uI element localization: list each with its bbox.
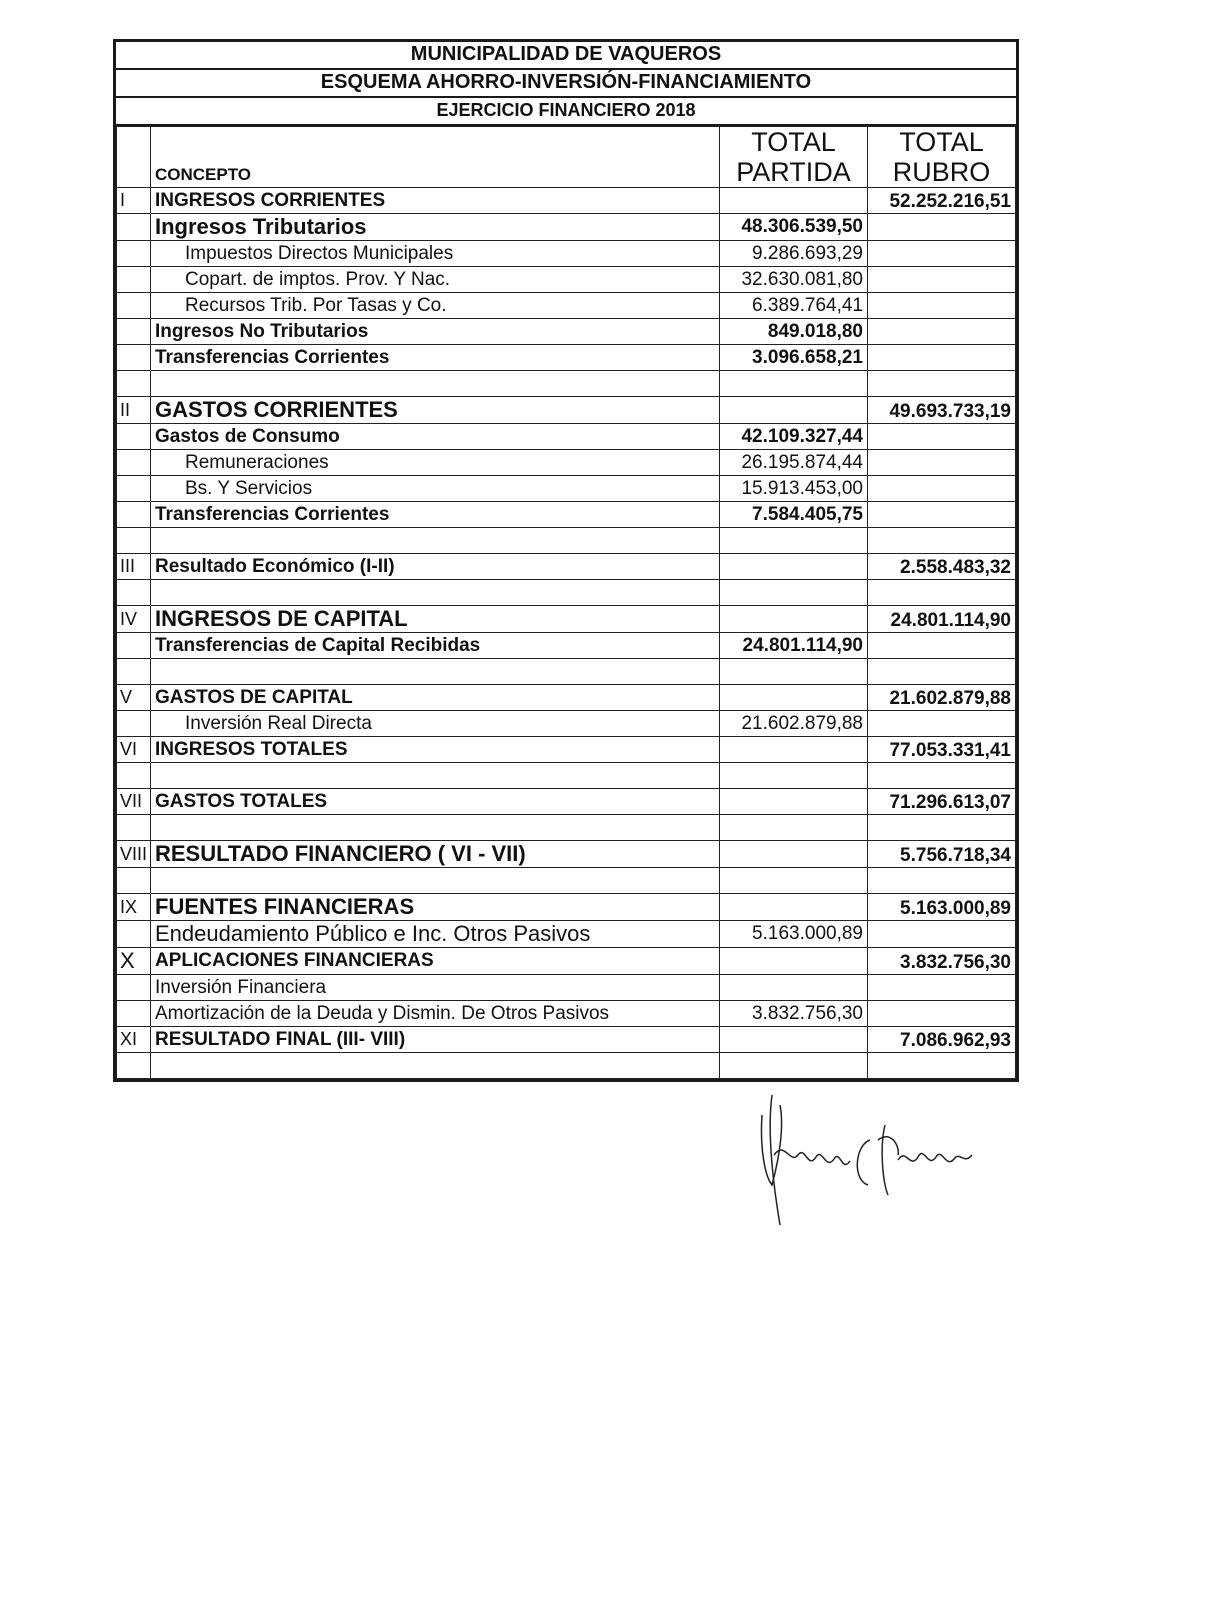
table-cell: [720, 1053, 868, 1079]
table-cell: [868, 868, 1016, 894]
spacer-row: [117, 868, 1016, 894]
row-partida: [720, 894, 868, 921]
table-row: [117, 319, 1016, 345]
header-text: RUBRO: [892, 157, 991, 187]
row-concept: Ingresos Tributarios: [151, 214, 720, 241]
row-numeral: I: [117, 188, 151, 214]
row-rubro: 24.801.114,90: [868, 606, 1016, 633]
budget-table: [116, 126, 1016, 1079]
table-row: [117, 476, 1016, 502]
table-row: [117, 685, 1016, 711]
row-concept: Inversión Financiera: [151, 975, 720, 1001]
row-rubro: [868, 241, 1016, 267]
total-rubro-header: [868, 127, 1016, 188]
row-concept: GASTOS CORRIENTES: [151, 397, 720, 424]
table-row: [117, 424, 1016, 450]
row-numeral: [117, 921, 151, 948]
row-rubro: [868, 214, 1016, 241]
row-concept: FUENTES FINANCIERAS: [151, 894, 720, 921]
table-row: [117, 633, 1016, 659]
row-numeral: X: [117, 948, 151, 975]
table-cell: [868, 763, 1016, 789]
row-partida: 26.195.874,44: [720, 450, 868, 476]
row-rubro: [868, 711, 1016, 737]
row-rubro: [868, 1001, 1016, 1027]
row-numeral: [117, 241, 151, 267]
row-concept: APLICACIONES FINANCIERAS: [151, 948, 720, 975]
municipality-title: MUNICIPALIDAD DE VAQUEROS: [116, 42, 1016, 70]
row-partida: 24.801.114,90: [720, 633, 868, 659]
table-row: [117, 214, 1016, 241]
row-numeral: IV: [117, 606, 151, 633]
row-partida: 9.286.693,29: [720, 241, 868, 267]
row-concept: Copart. de imptos. Prov. Y Nac.: [151, 267, 720, 293]
row-partida: 48.306.539,50: [720, 214, 868, 241]
table-row: [117, 711, 1016, 737]
table-cell: [151, 580, 720, 606]
row-concept: GASTOS TOTALES: [151, 789, 720, 815]
row-numeral: [117, 267, 151, 293]
row-concept: Bs. Y Servicios: [151, 476, 720, 502]
spacer-row: [117, 1053, 1016, 1079]
row-rubro: [868, 921, 1016, 948]
row-concept: Transferencias de Capital Recibidas: [151, 633, 720, 659]
table-row: [117, 502, 1016, 528]
row-partida: 21.602.879,88: [720, 711, 868, 737]
table-cell: [151, 659, 720, 685]
row-numeral: [117, 476, 151, 502]
table-row: [117, 267, 1016, 293]
row-partida: [720, 1027, 868, 1053]
row-rubro: [868, 293, 1016, 319]
row-partida: 5.163.000,89: [720, 921, 868, 948]
header-text: PARTIDA: [736, 157, 851, 187]
table-cell: [720, 868, 868, 894]
row-numeral: [117, 319, 151, 345]
row-numeral: [117, 214, 151, 241]
row-rubro: [868, 975, 1016, 1001]
row-numeral: [117, 450, 151, 476]
row-rubro: [868, 633, 1016, 659]
table-row: [117, 345, 1016, 371]
row-partida: 6.389.764,41: [720, 293, 868, 319]
row-partida: [720, 685, 868, 711]
row-concept: Resultado Económico (I-II): [151, 554, 720, 580]
row-rubro: 2.558.483,32: [868, 554, 1016, 580]
table-cell: [117, 763, 151, 789]
table-cell: [720, 659, 868, 685]
row-partida: 3.832.756,30: [720, 1001, 868, 1027]
row-partida: 7.584.405,75: [720, 502, 868, 528]
row-rubro: [868, 476, 1016, 502]
row-numeral: III: [117, 554, 151, 580]
row-rubro: [868, 319, 1016, 345]
row-concept: Transferencias Corrientes: [151, 502, 720, 528]
row-concept: GASTOS DE CAPITAL: [151, 685, 720, 711]
table-row: [117, 789, 1016, 815]
row-rubro: 21.602.879,88: [868, 685, 1016, 711]
table-cell: [117, 868, 151, 894]
row-numeral: [117, 345, 151, 371]
row-numeral: [117, 633, 151, 659]
row-concept: INGRESOS DE CAPITAL: [151, 606, 720, 633]
row-rubro: [868, 450, 1016, 476]
table-cell: [117, 1053, 151, 1079]
table-row: [117, 921, 1016, 948]
table-row: [117, 975, 1016, 1001]
row-rubro: 5.163.000,89: [868, 894, 1016, 921]
row-numeral: VI: [117, 737, 151, 763]
table-cell: [868, 1053, 1016, 1079]
row-numeral: VII: [117, 789, 151, 815]
spacer-row: [117, 371, 1016, 397]
row-partida: 15.913.453,00: [720, 476, 868, 502]
row-concept: INGRESOS TOTALES: [151, 737, 720, 763]
row-concept: INGRESOS CORRIENTES: [151, 188, 720, 214]
table-cell: [720, 580, 868, 606]
row-partida: [720, 975, 868, 1001]
table-cell: [117, 371, 151, 397]
table-row: [117, 606, 1016, 633]
spacer-row: [117, 815, 1016, 841]
row-concept: Recursos Trib. Por Tasas y Co.: [151, 293, 720, 319]
table-cell: [117, 528, 151, 554]
row-numeral: IX: [117, 894, 151, 921]
row-partida: [720, 841, 868, 868]
row-partida: [720, 789, 868, 815]
row-concept: Amortización de la Deuda y Dismin. De Otros Pasivos: [151, 1001, 720, 1027]
table-row: [117, 450, 1016, 476]
row-partida: [720, 554, 868, 580]
table-row: [117, 188, 1016, 214]
table-cell: [117, 659, 151, 685]
spacer-row: [117, 763, 1016, 789]
row-rubro: 71.296.613,07: [868, 789, 1016, 815]
handwritten-signature: [750, 1085, 980, 1235]
row-concept: Remuneraciones: [151, 450, 720, 476]
spacer-row: [117, 528, 1016, 554]
row-rubro: [868, 502, 1016, 528]
table-row: [117, 293, 1016, 319]
table-cell: [720, 371, 868, 397]
table-cell: [868, 659, 1016, 685]
table-cell: [868, 580, 1016, 606]
table-row: [117, 737, 1016, 763]
table-cell: [868, 815, 1016, 841]
row-rubro: 3.832.756,30: [868, 948, 1016, 975]
row-concept: Ingresos No Tributarios: [151, 319, 720, 345]
table-row: [117, 894, 1016, 921]
fiscal-year-title: EJERCICIO FINANCIERO 2018: [116, 98, 1016, 126]
row-concept: Gastos de Consumo: [151, 424, 720, 450]
row-partida: 42.109.327,44: [720, 424, 868, 450]
table-cell: [868, 528, 1016, 554]
row-rubro: 5.756.718,34: [868, 841, 1016, 868]
table-cell: [151, 815, 720, 841]
row-numeral: II: [117, 397, 151, 424]
table-cell: [117, 815, 151, 841]
row-concept: Impuestos Directos Municipales: [151, 241, 720, 267]
spacer-row: [117, 659, 1016, 685]
header-text: TOTAL: [899, 127, 984, 157]
row-partida: 32.630.081,80: [720, 267, 868, 293]
row-concept: Transferencias Corrientes: [151, 345, 720, 371]
row-partida: [720, 737, 868, 763]
table-cell: [720, 763, 868, 789]
row-numeral: VIII: [117, 841, 151, 868]
row-numeral: [117, 711, 151, 737]
row-numeral: XI: [117, 1027, 151, 1053]
table-row: [117, 397, 1016, 424]
row-rubro: 49.693.733,19: [868, 397, 1016, 424]
header-text: TOTAL: [751, 127, 836, 157]
row-concept: RESULTADO FINANCIERO ( VI - VII): [151, 841, 720, 868]
table-cell: [117, 580, 151, 606]
row-partida: [720, 188, 868, 214]
total-partida-header: [720, 127, 868, 188]
row-rubro: [868, 267, 1016, 293]
row-rubro: 52.252.216,51: [868, 188, 1016, 214]
row-numeral: [117, 424, 151, 450]
row-partida: [720, 397, 868, 424]
row-numeral: [117, 1001, 151, 1027]
table-row: [117, 241, 1016, 267]
table-cell: [868, 371, 1016, 397]
table-row: [117, 1001, 1016, 1027]
table-cell: [151, 1053, 720, 1079]
row-partida: 849.018,80: [720, 319, 868, 345]
row-partida: 3.096.658,21: [720, 345, 868, 371]
table-cell: [720, 528, 868, 554]
table-cell: [151, 868, 720, 894]
row-concept: Inversión Real Directa: [151, 711, 720, 737]
table-cell: [151, 528, 720, 554]
row-partida: [720, 606, 868, 633]
financial-statement: [113, 39, 1019, 1082]
table-row: [117, 841, 1016, 868]
table-row: [117, 554, 1016, 580]
table-cell: [720, 815, 868, 841]
concepto-header: CONCEPTO: [151, 127, 720, 188]
row-rubro: 7.086.962,93: [868, 1027, 1016, 1053]
scheme-title: ESQUEMA AHORRO-INVERSIÓN-FINANCIAMIENTO: [116, 70, 1016, 98]
row-rubro: 77.053.331,41: [868, 737, 1016, 763]
spacer-row: [117, 580, 1016, 606]
row-concept: RESULTADO FINAL (III- VIII): [151, 1027, 720, 1053]
table-header-row: [117, 127, 1016, 188]
table-cell: [151, 371, 720, 397]
table-row: [117, 1027, 1016, 1053]
row-numeral: [117, 502, 151, 528]
table-cell: [117, 127, 151, 188]
row-numeral: [117, 293, 151, 319]
table-cell: [151, 763, 720, 789]
row-rubro: [868, 345, 1016, 371]
row-partida: [720, 948, 868, 975]
row-rubro: [868, 424, 1016, 450]
row-concept: Endeudamiento Público e Inc. Otros Pasivos: [151, 921, 720, 948]
row-numeral: V: [117, 685, 151, 711]
row-numeral: [117, 975, 151, 1001]
table-row: [117, 948, 1016, 975]
